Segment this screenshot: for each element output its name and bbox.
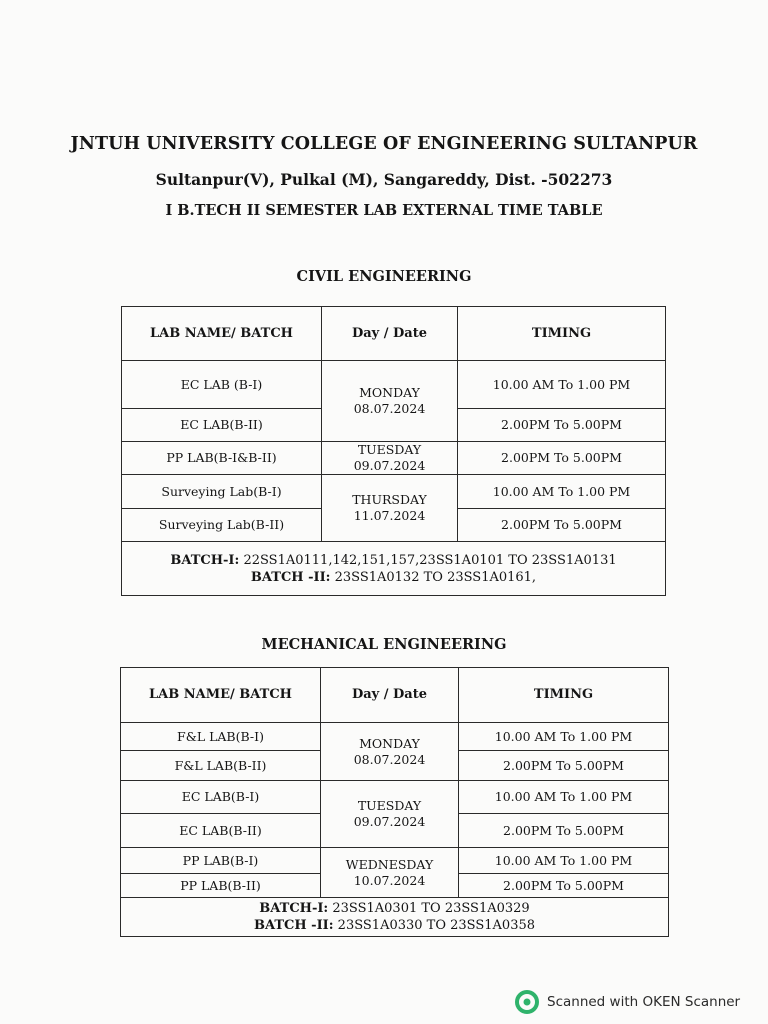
timing-cell: 2.00PM To 5.00PM <box>458 509 666 542</box>
batch-row <box>121 898 669 937</box>
batch-2-label: BATCH -II: <box>250 569 331 585</box>
batch-1-label: BATCH-I: <box>259 901 329 916</box>
mechanical-timetable <box>120 667 669 937</box>
table-row <box>121 848 669 874</box>
college-address: Sultanpur(V), Pulkal (M), Sangareddy, Dist. -502273 <box>155 170 613 189</box>
batch-1-line <box>125 900 664 917</box>
header-lab-name: LAB NAME/ BATCH <box>122 307 322 361</box>
date-text: 11.07.2024 <box>353 508 426 523</box>
header-day-date: Day / Date <box>321 668 459 723</box>
batch-info-cell <box>122 542 666 596</box>
date-text: 08.07.2024 <box>353 751 426 767</box>
lab-name-cell: F&L LAB(B-II) <box>121 751 321 781</box>
lab-name-cell: Surveying Lab(B-II) <box>122 509 322 542</box>
timing-cell: 2.00PM To 5.00PM <box>458 442 666 475</box>
date-text: 09.07.2024 <box>353 458 426 473</box>
day-date-cell <box>321 848 459 898</box>
day-date-cell <box>322 361 458 442</box>
scanner-watermark-text: Scanned with OKEN Scanner <box>547 994 741 1010</box>
header-timing: TIMING <box>458 307 666 361</box>
table-header-row <box>121 668 669 723</box>
batch-2-value: 23SS1A0132 TO 23SS1A0161, <box>330 569 537 585</box>
college-title: JNTUH UNIVERSITY COLLEGE OF ENGINEERING SULTANPUR <box>70 134 698 154</box>
lab-name-cell: PP LAB(B-I&B-II) <box>122 442 322 475</box>
header-lab-name: LAB NAME/ BATCH <box>121 668 321 723</box>
timing-cell: 2.00PM To 5.00PM <box>459 874 669 898</box>
table-row <box>122 442 666 475</box>
batch-2-line <box>126 569 661 586</box>
header-timing: TIMING <box>459 668 669 723</box>
timing-cell: 10.00 AM To 1.00 PM <box>458 361 666 409</box>
batch-1-label: BATCH-I: <box>170 552 240 568</box>
header-day-date: Day / Date <box>322 307 458 361</box>
day-text: WEDNESDAY <box>345 856 434 872</box>
batch-2-value: 23SS1A0330 TO 23SS1A0358 <box>333 918 536 933</box>
timing-cell: 10.00 AM To 1.00 PM <box>458 475 666 509</box>
mechanical-section-title: MECHANICAL ENGINEERING <box>261 636 507 653</box>
date-text: 10.07.2024 <box>353 872 426 888</box>
batch-1-line <box>126 552 661 569</box>
day-date-cell <box>322 442 458 475</box>
civil-section-title: CIVIL ENGINEERING <box>296 268 472 285</box>
table-row <box>121 781 669 814</box>
day-text: THURSDAY <box>352 492 427 507</box>
timing-cell: 2.00PM To 5.00PM <box>459 751 669 781</box>
day-date-cell <box>321 781 459 848</box>
table-row <box>121 723 669 751</box>
table-row <box>122 361 666 409</box>
day-text: TUESDAY <box>357 798 422 813</box>
batch-1-value: 23SS1A0301 TO 23SS1A0329 <box>328 901 530 916</box>
batch-2-label: BATCH -II: <box>253 918 334 933</box>
batch-row <box>122 542 666 596</box>
lab-name-cell: EC LAB(B-II) <box>121 814 321 848</box>
oken-scanner-logo-icon <box>515 990 539 1014</box>
day-text: MONDAY <box>359 735 420 751</box>
day-date-cell <box>322 475 458 542</box>
timing-cell: 2.00PM To 5.00PM <box>458 409 666 442</box>
scanner-watermark <box>515 990 740 1014</box>
timetable-subtitle: I B.TECH II SEMESTER LAB EXTERNAL TIME TABLE <box>165 202 603 219</box>
date-text: 08.07.2024 <box>353 401 426 416</box>
day-text: TUESDAY <box>357 442 422 457</box>
timing-cell: 10.00 AM To 1.00 PM <box>459 848 669 874</box>
lab-name-cell: EC LAB (B-I) <box>122 361 322 409</box>
lab-name-cell: PP LAB(B-II) <box>121 874 321 898</box>
lab-name-cell: Surveying Lab(B-I) <box>122 475 322 509</box>
lab-name-cell: EC LAB(B-II) <box>122 409 322 442</box>
day-text: MONDAY <box>359 385 420 400</box>
timing-cell: 2.00PM To 5.00PM <box>459 814 669 848</box>
lab-name-cell: PP LAB(B-I) <box>121 848 321 874</box>
date-text: 09.07.2024 <box>353 814 426 829</box>
lab-name-cell: F&L LAB(B-I) <box>121 723 321 751</box>
timing-cell: 10.00 AM To 1.00 PM <box>459 781 669 814</box>
batch-1-value: 22SS1A0111,142,151,157,23SS1A0101 TO 23SS1A0131 <box>239 552 617 568</box>
table-header-row <box>122 307 666 361</box>
day-date-cell <box>321 723 459 781</box>
table-row <box>122 475 666 509</box>
lab-name-cell: EC LAB(B-I) <box>121 781 321 814</box>
civil-timetable <box>121 306 666 596</box>
batch-info-cell <box>121 898 669 937</box>
timing-cell: 10.00 AM To 1.00 PM <box>459 723 669 751</box>
batch-2-line <box>125 917 664 934</box>
